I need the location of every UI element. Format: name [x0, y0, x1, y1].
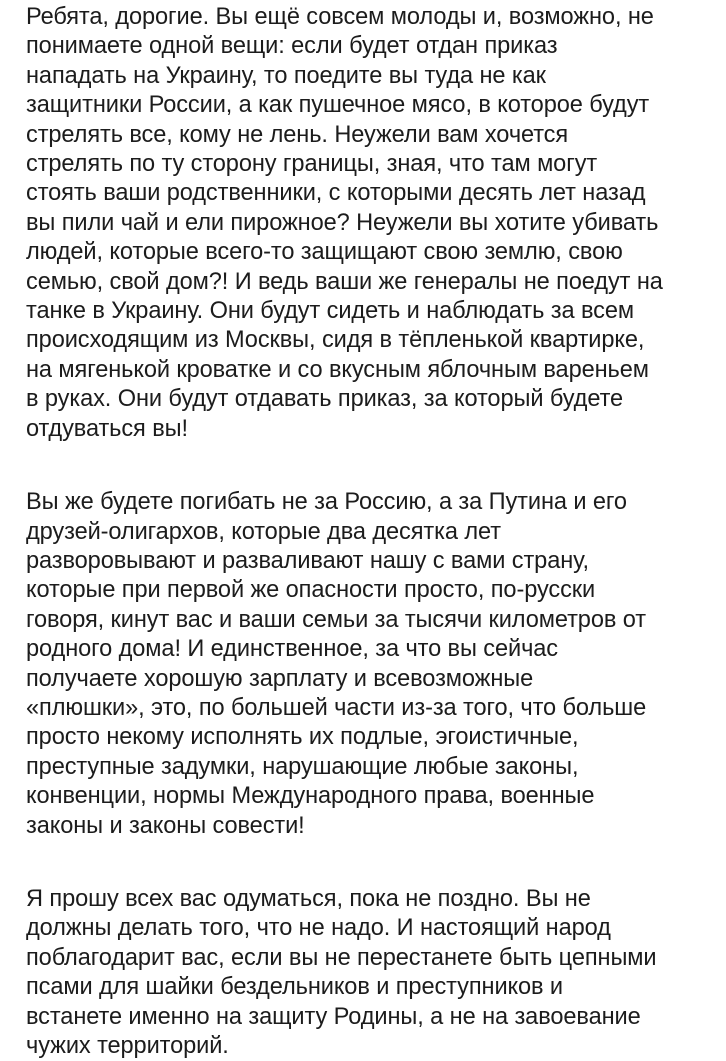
paragraph-2 — [26, 488, 722, 841]
text-line: танке в Украину. Они будут сидеть и наблюдать за всем — [26, 298, 634, 325]
text-line: говоря, кинут вас и ваши семьи за тысячи километров от — [26, 606, 646, 633]
text-line: Вы же будете погибать не за Россию, а за Путина и его — [26, 489, 627, 516]
text-line: отдуваться вы! — [26, 415, 188, 442]
text-line: родного дома! И единственное, за что вы сейчас — [26, 636, 559, 663]
text-line: Я прошу всех вас одуматься, пока не поздно. Вы не — [26, 885, 591, 912]
text-line: «плюшки», это, по большей части из-за того, что больше — [26, 694, 647, 721]
text-line: понимаете одной вещи: если будет отдан приказ — [26, 33, 558, 60]
text-line: законы и законы совести! — [26, 812, 305, 839]
text-line: конвенции, нормы Международного права, военные — [26, 783, 595, 810]
text-line: стрелять по ту сторону границы, зная, что там могут — [26, 151, 598, 178]
text-line: в руках. Они будут отдавать приказ, за который будете — [26, 386, 624, 413]
text-line: на мягенькой кроватке и со вкусным яблочным вареньем — [26, 356, 649, 383]
text-line: нападать на Украину, то поедите вы туда не как — [26, 62, 546, 89]
paragraph-gap — [26, 444, 722, 488]
text-line: должны делать того, что не надо. И настоящий народ — [26, 915, 611, 942]
text-line: стрелять все, кому не лень. Неужели вам хочется — [26, 121, 569, 148]
paragraph-gap — [26, 841, 722, 885]
text-line: поблагодарит вас, если вы не перестанете быть цепными — [26, 944, 657, 971]
text-line: происходящим из Москвы, сидя в тёпленькой квартирке, — [26, 327, 645, 354]
text-line: вы пили чай и ели пирожное? Неужели вы хотите убивать — [26, 209, 659, 236]
text-line: которые при первой же опасности просто, по-русски — [26, 577, 596, 604]
text-line: преступные задумки, нарушающие любые законы, — [26, 753, 579, 780]
text-line: друзей-олигархов, которые два десятка лет — [26, 518, 501, 545]
paragraph-1 — [26, 3, 722, 444]
text-line: просто некому исполнять их подлые, эгоистичные, — [26, 724, 579, 751]
paragraph-3 — [26, 885, 722, 1061]
text-line: получаете хорошую зарплату и всевозможные — [26, 665, 534, 692]
text-line: чужих территорий. — [26, 1033, 229, 1059]
text-line: людей, которые всего-то защищают свою землю, свою — [26, 239, 623, 266]
text-line: Ребята, дорогие. Вы ещё совсем молоды и, возможно, не — [26, 4, 654, 30]
text-line: встанете именно на защиту Родины, а не на завоевание — [26, 1003, 641, 1030]
text-line: семью, свой дом?! И ведь ваши же генералы не поедут на — [26, 268, 663, 295]
text-line: защитники России, а как пушечное мясо, в которое будут — [26, 92, 650, 119]
text-line: стоять ваши родственники, с которыми десять лет назад — [26, 180, 646, 207]
document-body — [26, 3, 722, 1061]
text-line: псами для шайки бездельников и преступников и — [26, 974, 564, 1001]
text-line: разворовывают и разваливают нашу с вами страну, — [26, 547, 589, 574]
